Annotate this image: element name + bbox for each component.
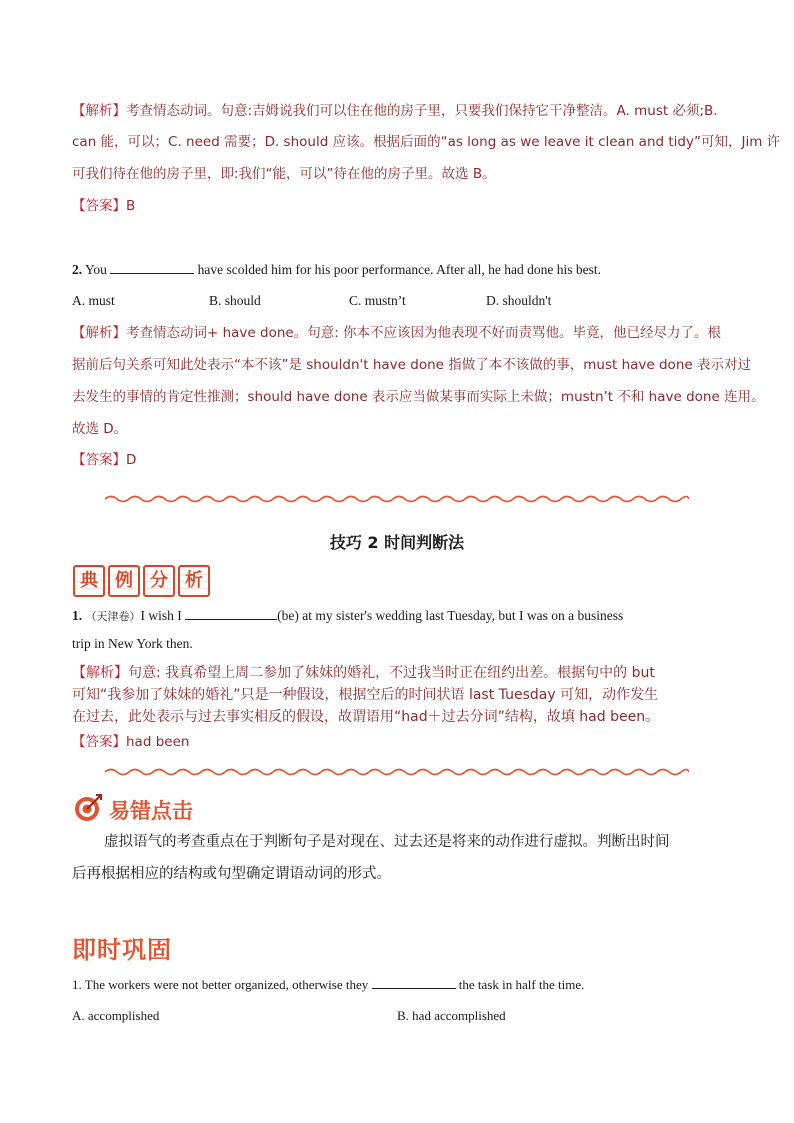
analysis-line-1: 【解析】考查情态动词+ have done。句意: 你本不应该因为他表现不好而责骂他。毕竟，他已经尽力了。根 — [72, 325, 722, 341]
wavy-divider — [105, 767, 689, 777]
example-question: 1. （天津卷）I wish I (be) at my sister's wedding last Tuesday, but I was on a business — [72, 605, 623, 627]
analysis-line-1: 【解析】句意: 我真希望上周二参加了妹妹的婚礼，不过我当时正在纽约出差。根据句中的 but — [72, 665, 655, 681]
badge-char: 典 — [73, 565, 105, 597]
example-question-line-2: trip in New York then. — [72, 636, 193, 651]
question-source: （天津卷） — [85, 610, 141, 623]
practice-question-1: 1. The workers were not better organized, otherwise they the task in half the time. — [72, 974, 584, 995]
answer-blank — [185, 605, 277, 620]
question-number: 2. — [72, 262, 83, 277]
analysis-tag: 【解析】 — [72, 103, 126, 119]
tip-line-1: 虚拟语气的考查重点在于判断句子是对现在、过去还是将来的动作进行虚拟。判断出时间 — [104, 834, 670, 850]
analysis-line-3: 去发生的事情的肯定性推测；should have done 表示应当做某事而实际上未做；mustn’t 不和 have done 连用。 — [72, 389, 765, 405]
analysis-line-2: 据前后句关系可知此处表示“本不该”是 shouldn't have done 指做了本不该做的事，must have done 表示对过 — [72, 357, 751, 373]
analysis-line-2: can 能，可以；C. need 需要；D. should 应该。根据后面的“as long as we leave it clean and tidy”可知，Jim 许 — [72, 134, 781, 150]
question-2: 2. You have scolded him for his poor performance. After all, he had done his best. — [72, 259, 601, 280]
answer-value: had been — [126, 734, 190, 750]
analysis-line-1: 【解析】考查情态动词。句意:吉姆说我们可以住在他的房子里，只要我们保持它干净整洁。A. must 必须;B. — [72, 103, 718, 119]
analysis-line-2: 可知“我参加了妹妹的婚礼”只是一种假设，根据空后的时间状语 last Tuesday 可知，动作发生 — [72, 687, 659, 703]
tip-line-2: 后再根据相应的结构或句型确定谓语动词的形式。 — [72, 866, 391, 882]
option-c: C. mustn’t — [349, 293, 406, 308]
answer-tag: 【答案】 — [72, 452, 126, 468]
option-d: D. shouldn't — [486, 293, 552, 308]
analysis-tag: 【解析】 — [72, 665, 128, 681]
badge-char: 例 — [108, 565, 140, 597]
example-analysis-badge — [73, 565, 213, 597]
badge-char: 析 — [178, 565, 210, 597]
option-a: A. must — [72, 293, 115, 308]
answer-blank — [110, 259, 194, 274]
option-b: B. should — [209, 293, 261, 308]
answer-blank — [372, 974, 456, 989]
wavy-divider — [105, 494, 689, 504]
option-a: A. accomplished — [72, 1008, 160, 1023]
answer-value: D — [126, 452, 137, 468]
answer-line — [72, 196, 135, 216]
option-b: B. had accomplished — [397, 1008, 506, 1023]
answer-value: B — [126, 198, 136, 214]
answer-tag: 【答案】 — [72, 198, 126, 214]
analysis-line-3: 在过去，此处表示与过去事实相反的假设，故谓语用“had＋过去分词”结构，故填 had been。 — [72, 709, 660, 725]
target-icon — [73, 793, 103, 823]
answer-line — [72, 450, 136, 470]
section-title: 技巧 2 时间判断法 — [329, 533, 465, 552]
practice-heading: 即时巩固 — [72, 936, 172, 964]
badge-char: 分 — [143, 565, 175, 597]
analysis-line-3: 可我们待在他的房子里，即:我们“能，可以”待在他的房子里。故选 B。 — [72, 166, 496, 182]
analysis-tag: 【解析】 — [72, 325, 126, 341]
question-number: 1. — [72, 608, 83, 623]
answer-tag: 【答案】 — [72, 734, 126, 750]
analysis-line-4: 故选 D。 — [72, 421, 128, 437]
answer-line — [72, 732, 189, 752]
tip-heading-text: 易错点击 — [109, 799, 193, 823]
